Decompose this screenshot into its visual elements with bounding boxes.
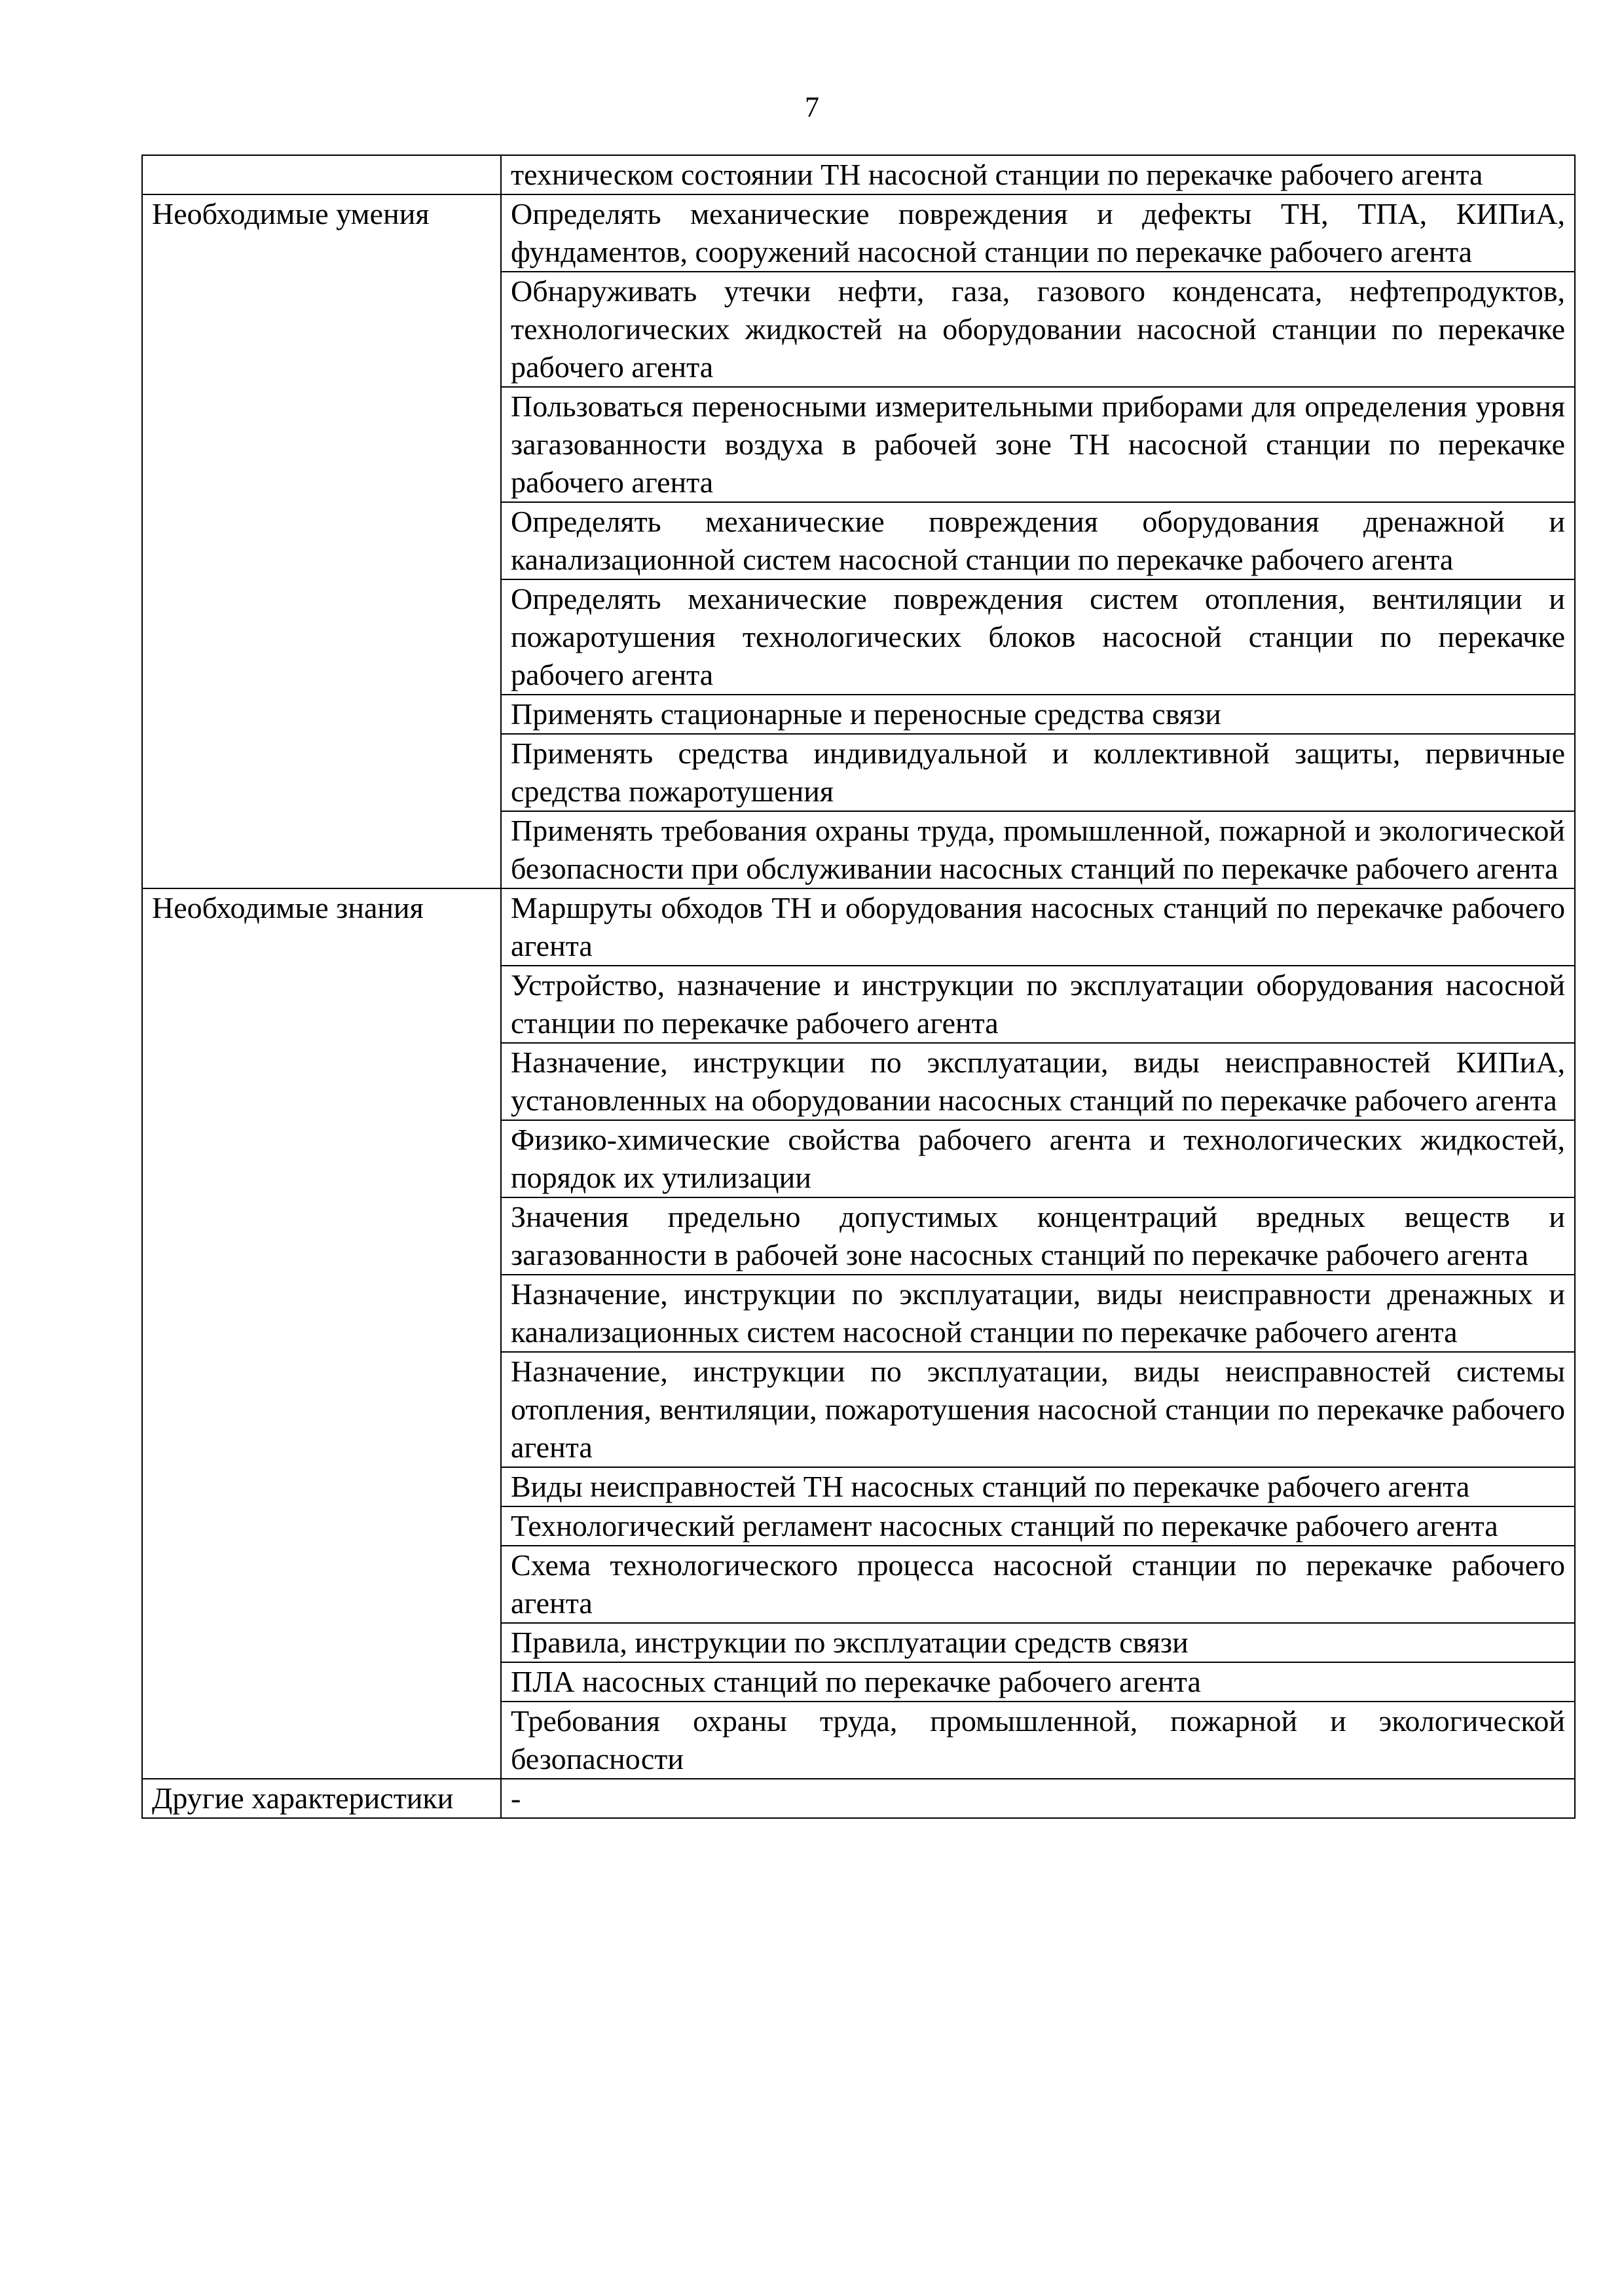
requirements-table <box>141 155 1576 1819</box>
section-label-other: Другие характеристики <box>142 1779 501 1818</box>
row-text: Назначение, инструкции по эксплуатации, виды неисправностей системы отопления, вентиляции, пожаротушения насосной станции по перекачке рабочего агента <box>501 1352 1575 1467</box>
page-number: 7 <box>805 91 819 123</box>
table-row <box>142 888 1575 966</box>
row-text: техническом состоянии ТН насосной станции по перекачке рабочего агента <box>501 155 1575 194</box>
row-text: Пользоваться переносными измерительными приборами для определения уровня загазованности воздуха в рабочей зоне ТН насосной станции по перекачке рабочего агента <box>501 387 1575 502</box>
row-text: Применять средства индивидуальной и коллективной защиты, первичные средства пожаротушения <box>501 734 1575 811</box>
row-text: Правила, инструкции по эксплуатации средств связи <box>501 1623 1575 1662</box>
section-label-knowledge: Необходимые знания <box>142 888 501 1779</box>
row-text: Значения предельно допустимых концентраций вредных веществ и загазованности в рабочей зоне насосных станций по перекачке рабочего агента <box>501 1197 1575 1275</box>
table-row <box>142 155 1575 194</box>
row-text: Технологический регламент насосных станций по перекачке рабочего агента <box>501 1506 1575 1546</box>
row-text: Определять механические повреждения и дефекты ТН, ТПА, КИПиА, фундаментов, сооружений насосной станции по перекачке рабочего агента <box>501 194 1575 272</box>
row-text: Физико-химические свойства рабочего агента и технологических жидкостей, порядок их утилизации <box>501 1120 1575 1197</box>
row-label <box>142 155 501 194</box>
row-text: Назначение, инструкции по эксплуатации, виды неисправности дренажных и канализационных систем насосной станции по перекачке рабочего агента <box>501 1275 1575 1352</box>
row-text: Обнаруживать утечки нефти, газа, газового конденсата, нефтепродуктов, технологических жидкостей на оборудовании насосной станции по перекачке рабочего агента <box>501 272 1575 387</box>
table-row <box>142 1779 1575 1818</box>
section-label-skills: Необходимые умения <box>142 194 501 888</box>
row-text: Устройство, назначение и инструкции по эксплуатации оборудования насосной станции по перекачке рабочего агента <box>501 966 1575 1043</box>
row-text: - <box>501 1779 1575 1818</box>
row-text: Определять механические повреждения систем отопления, вентиляции и пожаротушения технологических блоков насосной станции по перекачке рабочего агента <box>501 579 1575 695</box>
row-text: Требования охраны труда, промышленной, пожарной и экологической безопасности <box>501 1702 1575 1779</box>
row-text: Применять стационарные и переносные средства связи <box>501 695 1575 734</box>
table-row <box>142 194 1575 272</box>
row-text: Маршруты обходов ТН и оборудования насосных станций по перекачке рабочего агента <box>501 888 1575 966</box>
row-text: Применять требования охраны труда, промышленной, пожарной и экологической безопасности при обслуживании насосных станций по перекачке рабочего агента <box>501 811 1575 888</box>
row-text: Виды неисправностей ТН насосных станций по перекачке рабочего агента <box>501 1467 1575 1506</box>
row-text: Определять механические повреждения оборудования дренажной и канализационной систем насосной станции по перекачке рабочего агента <box>501 502 1575 579</box>
row-text: Назначение, инструкции по эксплуатации, виды неисправностей КИПиА, установленных на оборудовании насосных станций по перекачке рабочего агента <box>501 1043 1575 1120</box>
row-text: ПЛА насосных станций по перекачке рабочего агента <box>501 1662 1575 1702</box>
row-text: Схема технологического процесса насосной станции по перекачке рабочего агента <box>501 1546 1575 1623</box>
